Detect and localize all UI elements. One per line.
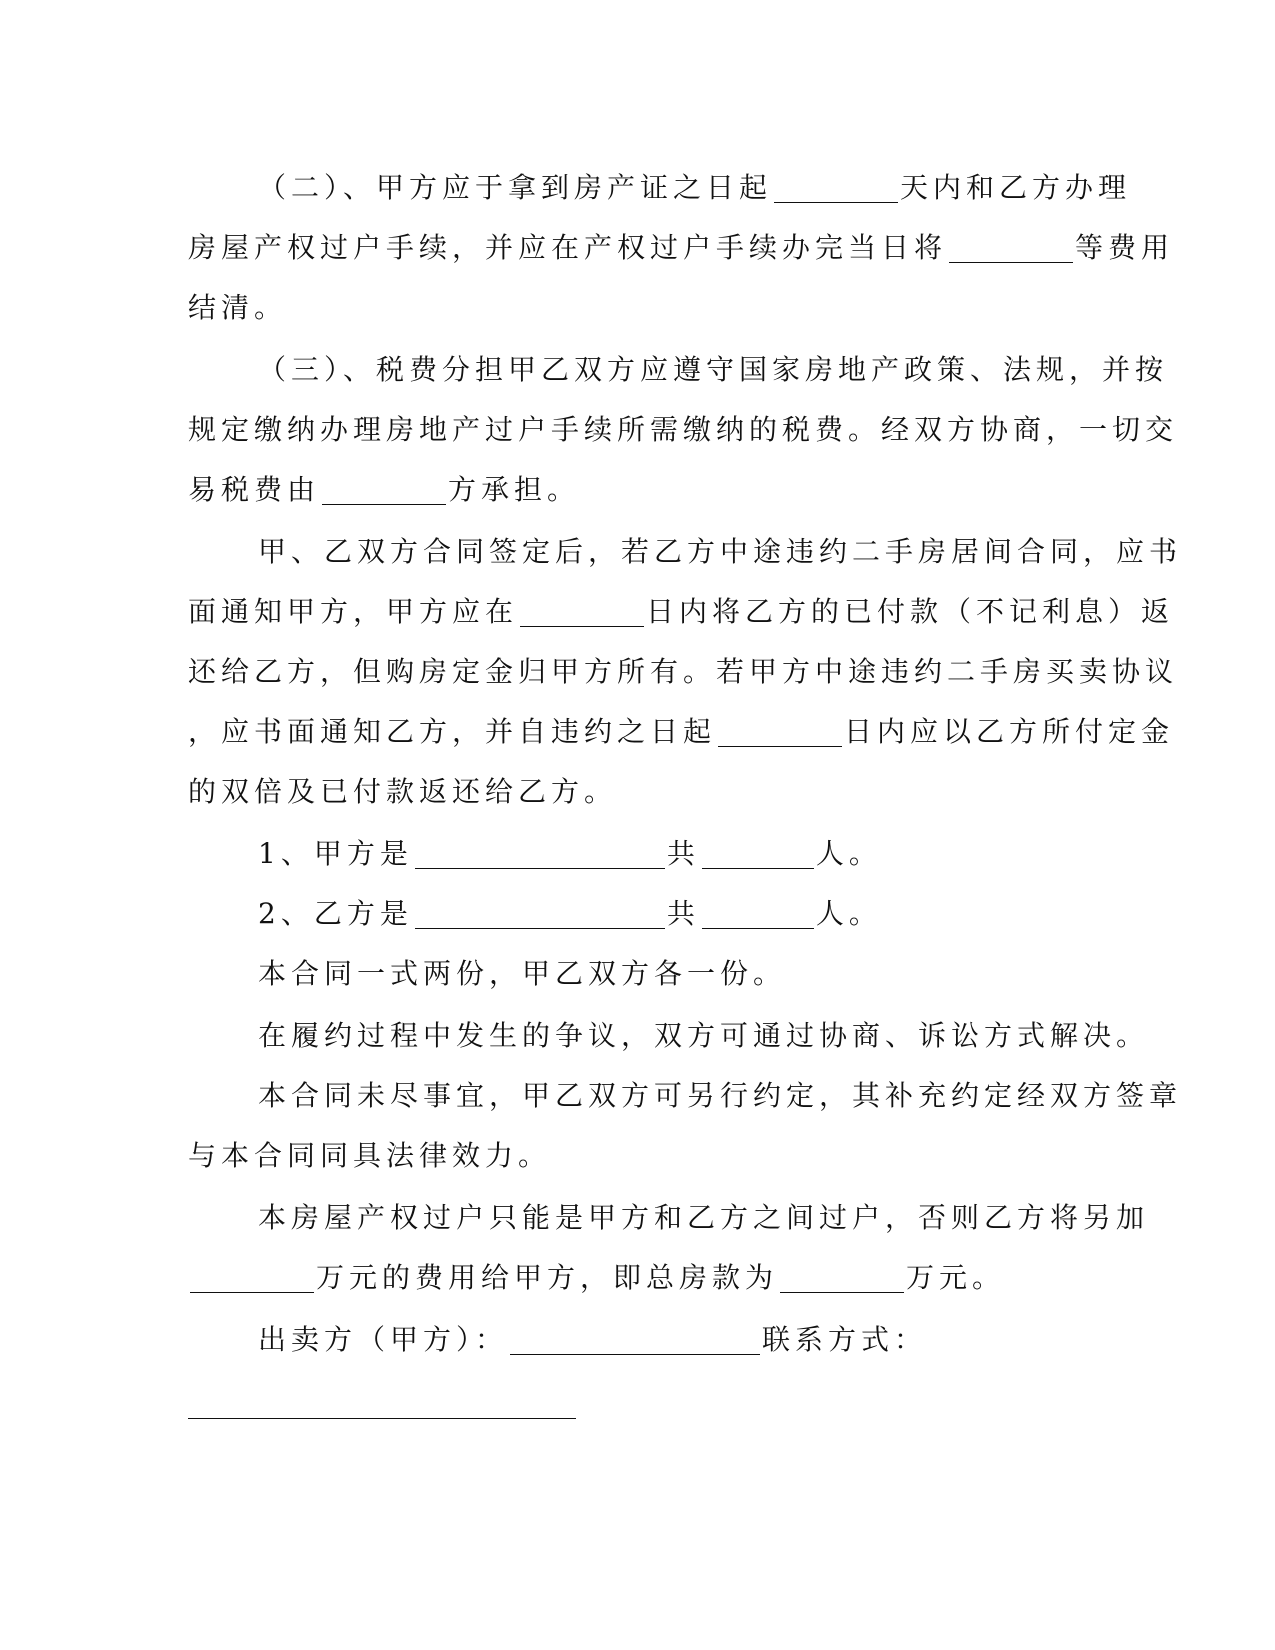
text-segment: 日内应以乙方所付定金 [844,715,1175,748]
fill-in-blank[interactable] [702,838,814,869]
text-segment: 等费用 [1075,231,1175,264]
text-line [258,1016,1149,1056]
text-segment: 在履约过程中发生的争议，双方可通过协商、诉讼方式解决。 [258,1019,1150,1052]
text-segment: 出卖方（甲方）： [258,1323,509,1356]
text-segment: 结清。 [188,291,288,324]
fill-in-blank[interactable] [415,898,665,929]
fill-in-blank[interactable] [190,1262,314,1293]
text-line [258,350,1168,390]
text-line [188,712,1174,752]
text-line [188,1136,551,1176]
fill-in-blank[interactable] [718,716,842,747]
text-segment: 日内将乙方的已付款（不记利息）返 [646,595,1175,628]
text-segment: 本房屋产权过户只能是甲方和乙方之间过户，否则乙方将另加 [258,1201,1150,1234]
text-segment: 易税费由 [188,473,321,506]
text-segment: 共 [666,897,700,930]
fill-in-blank[interactable] [780,1262,904,1293]
text-segment: 人。 [815,837,882,870]
text-segment: 甲、乙双方合同签定后，若乙方中途违约二手房居间合同，应书 [258,535,1183,568]
text-segment: 1、甲方是 [258,837,413,870]
text-segment: 万元的费用给甲方，即总房款为 [316,1261,779,1294]
fill-in-blank[interactable] [774,172,898,203]
fill-in-blank[interactable] [949,232,1073,263]
text-line [188,470,580,510]
signature-line[interactable] [188,1418,576,1419]
text-line [188,652,1178,692]
text-line [188,228,1174,268]
text-line [258,1198,1149,1238]
text-line [258,894,882,934]
text-segment: （三）、税费分担甲乙双方应遵守国家房地产政策、法规，并按 [258,353,1169,386]
text-segment: 规定缴纳办理房地产过户手续所需缴纳的税费。经双方协商，一切交 [188,413,1179,446]
text-segment: 共 [666,837,700,870]
text-line [188,410,1178,450]
text-segment: 联系方式： [762,1323,928,1356]
fill-in-blank[interactable] [520,596,644,627]
text-line [258,954,786,994]
text-segment: 天内和乙方办理 [900,171,1132,204]
text-line [258,532,1182,572]
text-segment: 方承担。 [448,473,581,506]
text-line [258,1076,1182,1116]
text-segment: 万元。 [906,1261,1006,1294]
text-segment: 本合同一式两份，甲乙双方各一份。 [258,957,787,990]
text-segment: 本合同未尽事宜，甲乙双方可另行约定，其补充约定经双方签章 [258,1079,1183,1112]
fill-in-blank[interactable] [322,474,446,505]
text-segment: 人。 [815,897,882,930]
text-line [188,592,1174,632]
text-line [258,834,882,874]
fill-in-blank[interactable] [510,1324,760,1355]
text-line [188,1258,1005,1298]
text-segment: 与本合同同具法律效力。 [188,1139,552,1172]
text-segment: ，应书面通知乙方，并自违约之日起 [188,715,717,748]
fill-in-blank[interactable] [415,838,665,869]
text-segment: （二）、甲方应于拿到房产证之日起 [258,171,773,204]
text-segment: 面通知甲方，甲方应在 [188,595,519,628]
text-segment: 2、乙方是 [258,897,413,930]
fill-in-blank[interactable] [702,898,814,929]
text-segment: 的双倍及已付款返还给乙方。 [188,775,618,808]
text-line [258,1320,927,1360]
text-line [258,168,1131,208]
text-line [188,772,617,812]
text-line [188,288,287,328]
text-segment: 房屋产权过户手续，并应在产权过户手续办完当日将 [188,231,948,264]
text-segment: 还给乙方，但购房定金归甲方所有。若甲方中途违约二手房买卖协议 [188,655,1179,688]
